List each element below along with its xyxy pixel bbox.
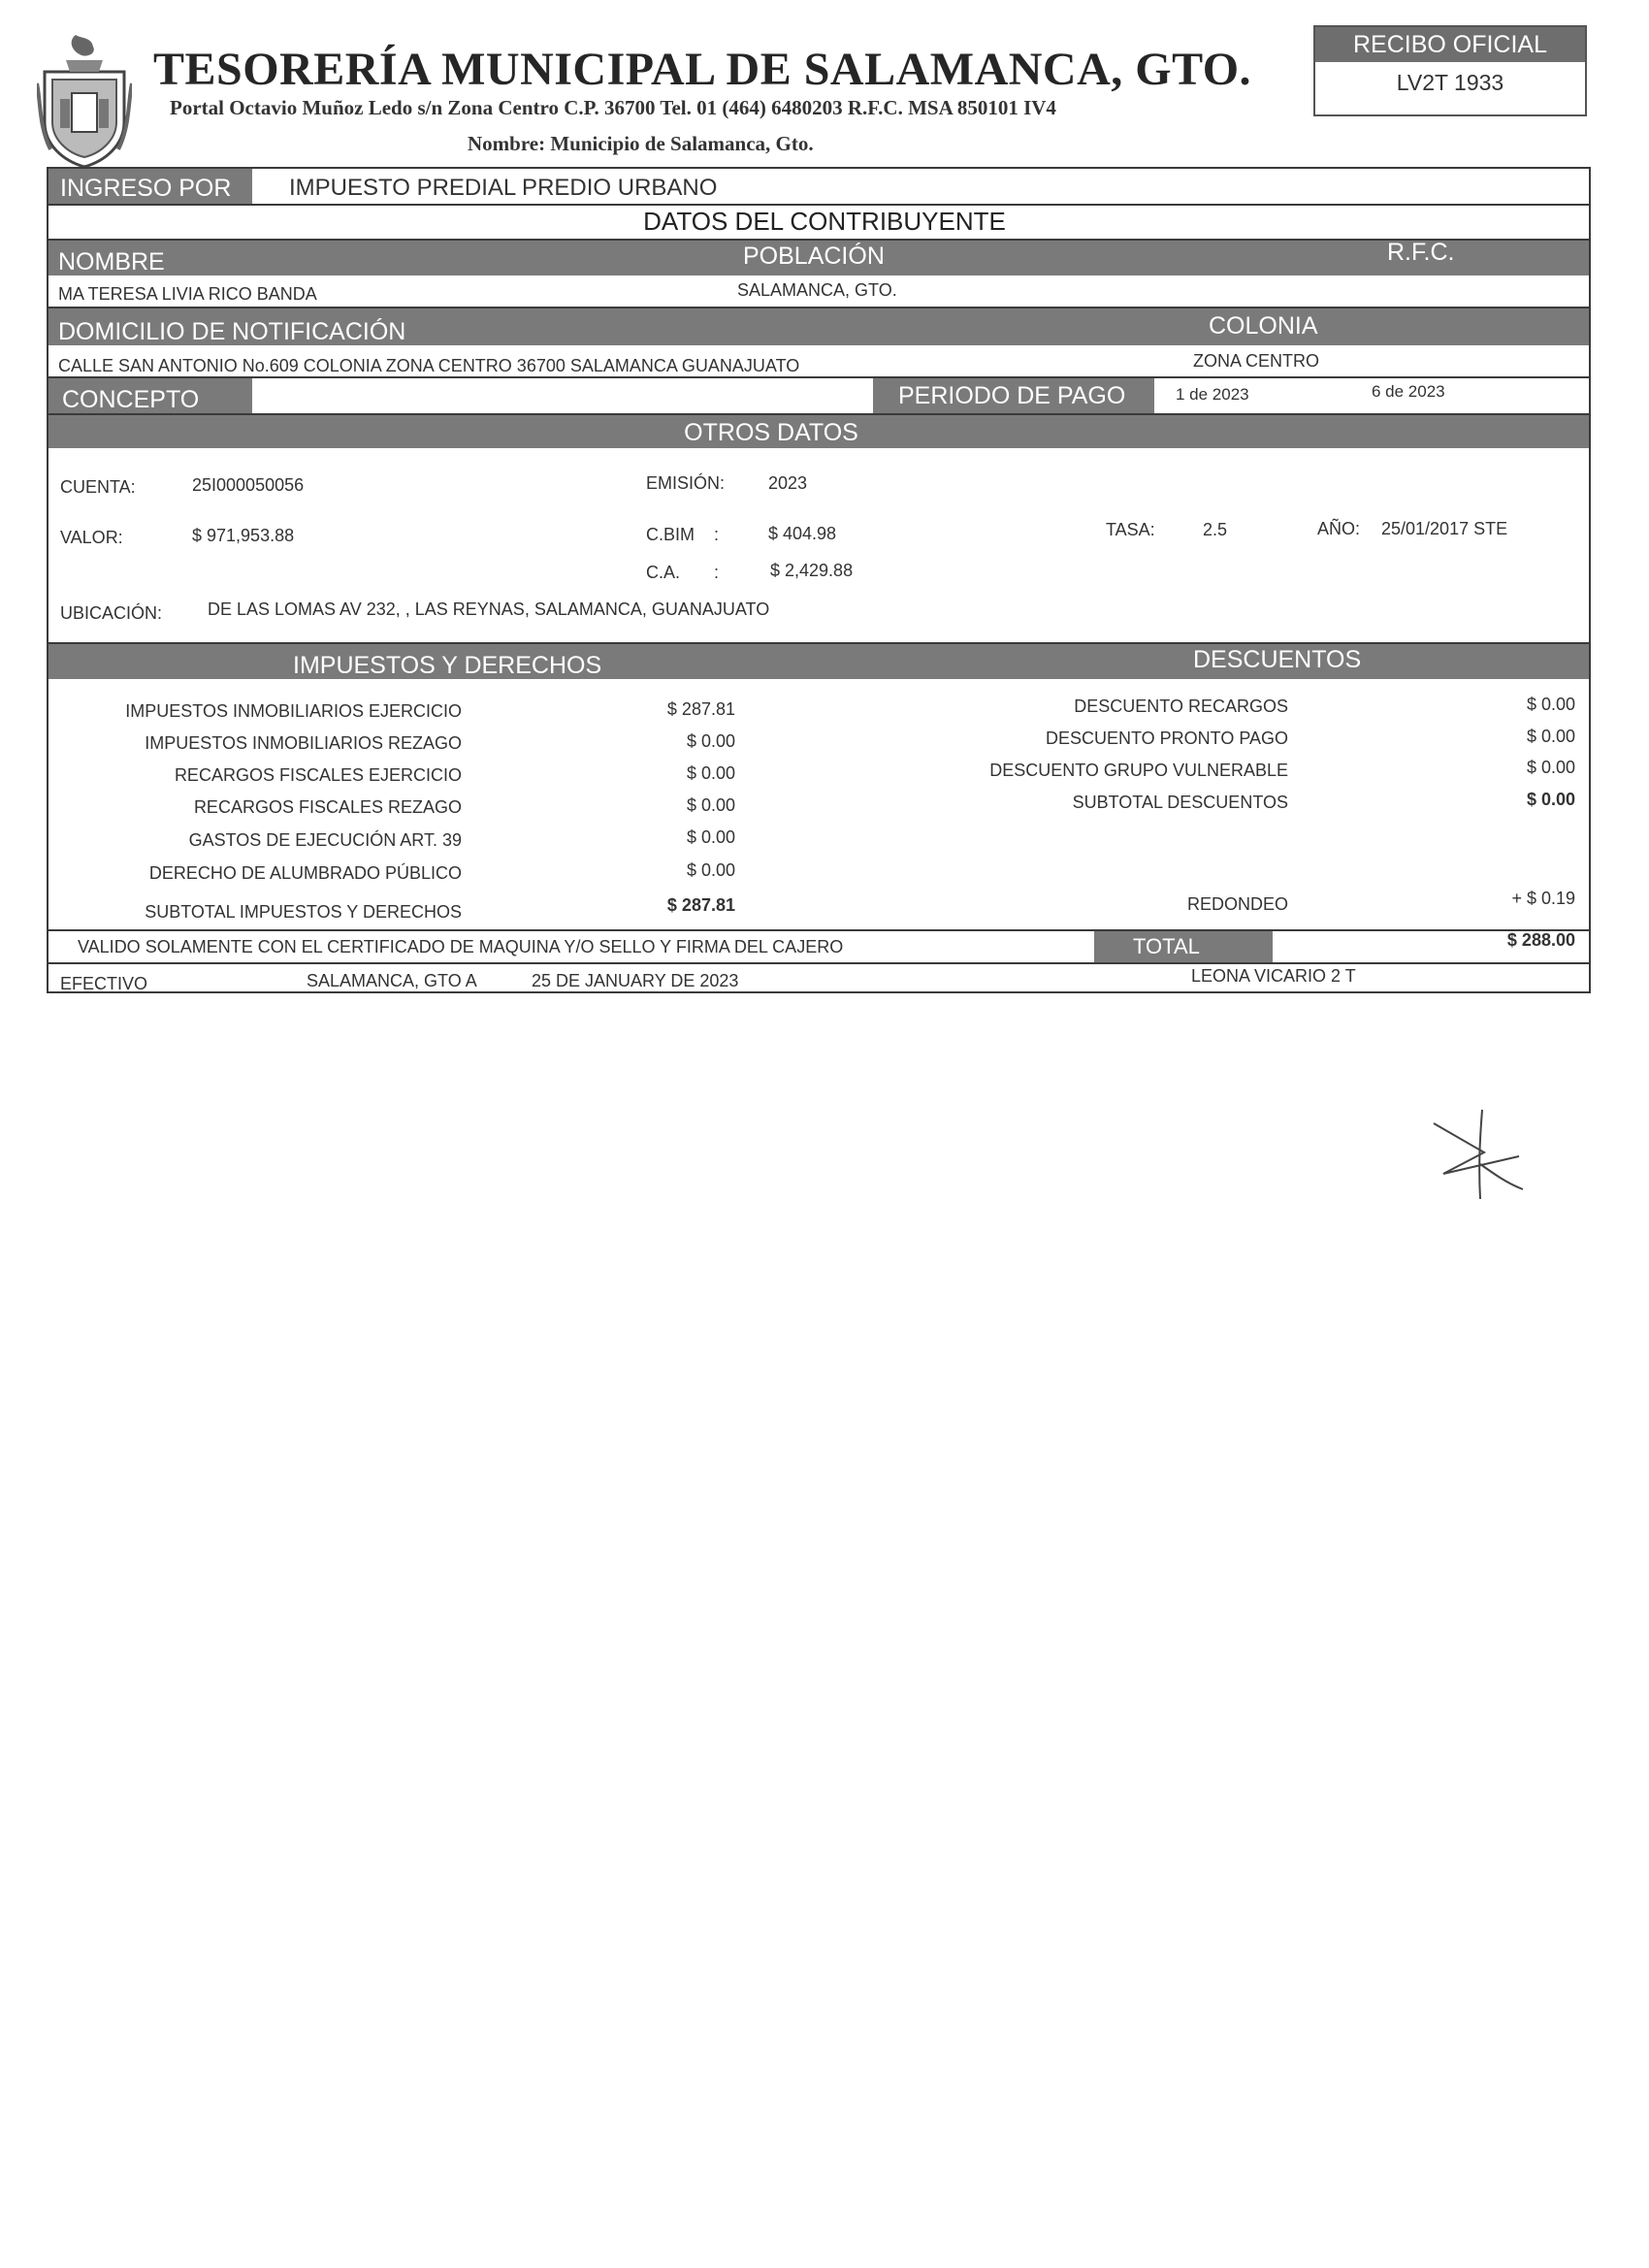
emision-value: 2023 <box>768 473 808 493</box>
treasury-name-line: Nombre: Municipio de Salamanca, Gto. <box>468 132 814 155</box>
impuestos-title: IMPUESTOS Y DERECHOS <box>293 652 602 679</box>
treasury-title: TESORERÍA MUNICIPAL DE SALAMANCA, GTO. <box>153 44 1252 95</box>
domicilio-label: DOMICILIO DE NOTIFICACIÓN <box>58 318 406 345</box>
descuento-row-value: $ 0.00 <box>1526 727 1575 746</box>
rfc-label: R.F.C. <box>1387 239 1455 266</box>
payment-method: EFECTIVO <box>60 974 148 993</box>
ubicacion-label: UBICACIÓN: <box>60 603 163 623</box>
cuenta-value: 25I000050056 <box>192 475 305 495</box>
coat-of-arms-icon <box>37 33 132 169</box>
ingreso-value: IMPUESTO PREDIAL PREDIO URBANO <box>289 175 718 201</box>
valor-value: $ 971,953.88 <box>192 526 295 545</box>
impuesto-row-value: $ 287.81 <box>666 699 735 719</box>
colonia-label: COLONIA <box>1209 312 1318 340</box>
ingreso-label: INGRESO POR <box>60 175 232 202</box>
anio-value: 25/01/2017 STE <box>1381 519 1508 538</box>
receipt-label: RECIBO OFICIAL <box>1315 27 1585 62</box>
descuento-row-value: $ 0.00 <box>1526 758 1575 777</box>
divider <box>47 376 1591 378</box>
nombre-value: MA TERESA LIVIA RICO BANDA <box>58 284 317 304</box>
treasury-address: Portal Octavio Muñoz Ledo s/n Zona Centro C.P. 36700 Tel. 01 (464) 6480203 R.F.C. MSA 850101 IV4 <box>170 96 1056 119</box>
divider <box>47 204 1591 206</box>
payment-date: 25 DE JANUARY DE 2023 <box>532 971 739 990</box>
ca-value: $ 2,429.88 <box>770 561 854 580</box>
nombre-label: NOMBRE <box>58 248 165 275</box>
descuentos-subtotal-label: SUBTOTAL DESCUENTOS <box>1072 793 1288 812</box>
impuestos-subtotal-value: $ 287.81 <box>666 895 735 915</box>
tasa-label: TASA: <box>1106 520 1155 539</box>
descuentos-title: DESCUENTOS <box>1193 646 1362 673</box>
periodo-label: PERIODO DE PAGO <box>898 382 1126 409</box>
cuenta-label: CUENTA: <box>60 477 136 497</box>
impuesto-row-label: IMPUESTOS INMOBILIARIOS EJERCICIO <box>125 701 462 721</box>
impuesto-row-label: IMPUESTOS INMOBILIARIOS REZAGO <box>145 733 462 753</box>
impuesto-row-value: $ 0.00 <box>686 763 735 783</box>
poblacion-label: POBLACIÓN <box>743 243 885 270</box>
impuesto-row-value: $ 0.00 <box>686 795 735 815</box>
ca-separator: : <box>714 563 720 582</box>
impuesto-row-label: GASTOS DE EJECUCIÓN ART. 39 <box>188 830 462 850</box>
anio-label: AÑO: <box>1317 519 1361 538</box>
redondeo-label: REDONDEO <box>1186 894 1288 914</box>
redondeo-value: + $ 0.19 <box>1511 889 1575 908</box>
descuento-row-label: DESCUENTO GRUPO VULNERABLE <box>989 761 1288 780</box>
validity-note: VALIDO SOLAMENTE CON EL CERTIFICADO DE MAQUINA Y/O SELLO Y FIRMA DEL CAJERO <box>78 937 844 956</box>
payment-place: SALAMANCA, GTO A <box>307 971 477 990</box>
impuestos-subtotal-label: SUBTOTAL IMPUESTOS Y DERECHOS <box>145 902 462 922</box>
periodo-desde: 1 de 2023 <box>1176 385 1249 404</box>
periodo-hasta: 6 de 2023 <box>1372 382 1445 401</box>
impuesto-row-label: RECARGOS FISCALES REZAGO <box>193 797 462 817</box>
impuesto-row-label: DERECHO DE ALUMBRADO PÚBLICO <box>148 863 462 883</box>
total-value: $ 288.00 <box>1506 930 1575 950</box>
descuentos-subtotal-value: $ 0.00 <box>1526 790 1575 809</box>
domicilio-value: CALLE SAN ANTONIO No.609 COLONIA ZONA CENTRO 36700 SALAMANCA GUANAJUATO <box>58 356 800 375</box>
receipt-box <box>1313 25 1587 116</box>
cbim-label: C.BIM <box>646 525 695 544</box>
descuento-row-label: DESCUENTO RECARGOS <box>1074 697 1288 716</box>
valor-label: VALOR: <box>60 528 123 547</box>
concepto-label: CONCEPTO <box>62 386 200 413</box>
divider <box>47 929 1591 931</box>
descuento-row-value: $ 0.00 <box>1526 695 1575 714</box>
poblacion-value: SALAMANCA, GTO. <box>737 280 897 300</box>
descuento-row-label: DESCUENTO PRONTO PAGO <box>1045 729 1288 748</box>
receipt-number: LV2T 1933 <box>1396 70 1504 95</box>
total-label: TOTAL <box>1133 934 1200 958</box>
impuesto-row-value: $ 0.00 <box>686 827 735 847</box>
emision-label: EMISIÓN: <box>646 473 726 493</box>
signature-mark-icon <box>1426 1106 1533 1213</box>
cbim-value: $ 404.98 <box>768 524 837 543</box>
otros-datos-title: OTROS DATOS <box>684 419 858 446</box>
ca-label: C.A. <box>646 563 681 582</box>
cashier-name: LEONA VICARIO 2 T <box>1191 966 1356 986</box>
colonia-value: ZONA CENTRO <box>1193 351 1320 371</box>
tasa-value: 2.5 <box>1203 520 1228 539</box>
cbim-separator: : <box>714 525 720 544</box>
divider <box>47 962 1591 964</box>
contribuyente-title: DATOS DEL CONTRIBUYENTE <box>643 207 1006 236</box>
impuesto-row-label: RECARGOS FISCALES EJERCICIO <box>174 765 462 785</box>
impuesto-row-value: $ 0.00 <box>686 731 735 751</box>
ubicacion-value: DE LAS LOMAS AV 232, , LAS REYNAS, SALAMANCA, GUANAJUATO <box>208 599 770 619</box>
impuesto-row-value: $ 0.00 <box>686 860 735 880</box>
